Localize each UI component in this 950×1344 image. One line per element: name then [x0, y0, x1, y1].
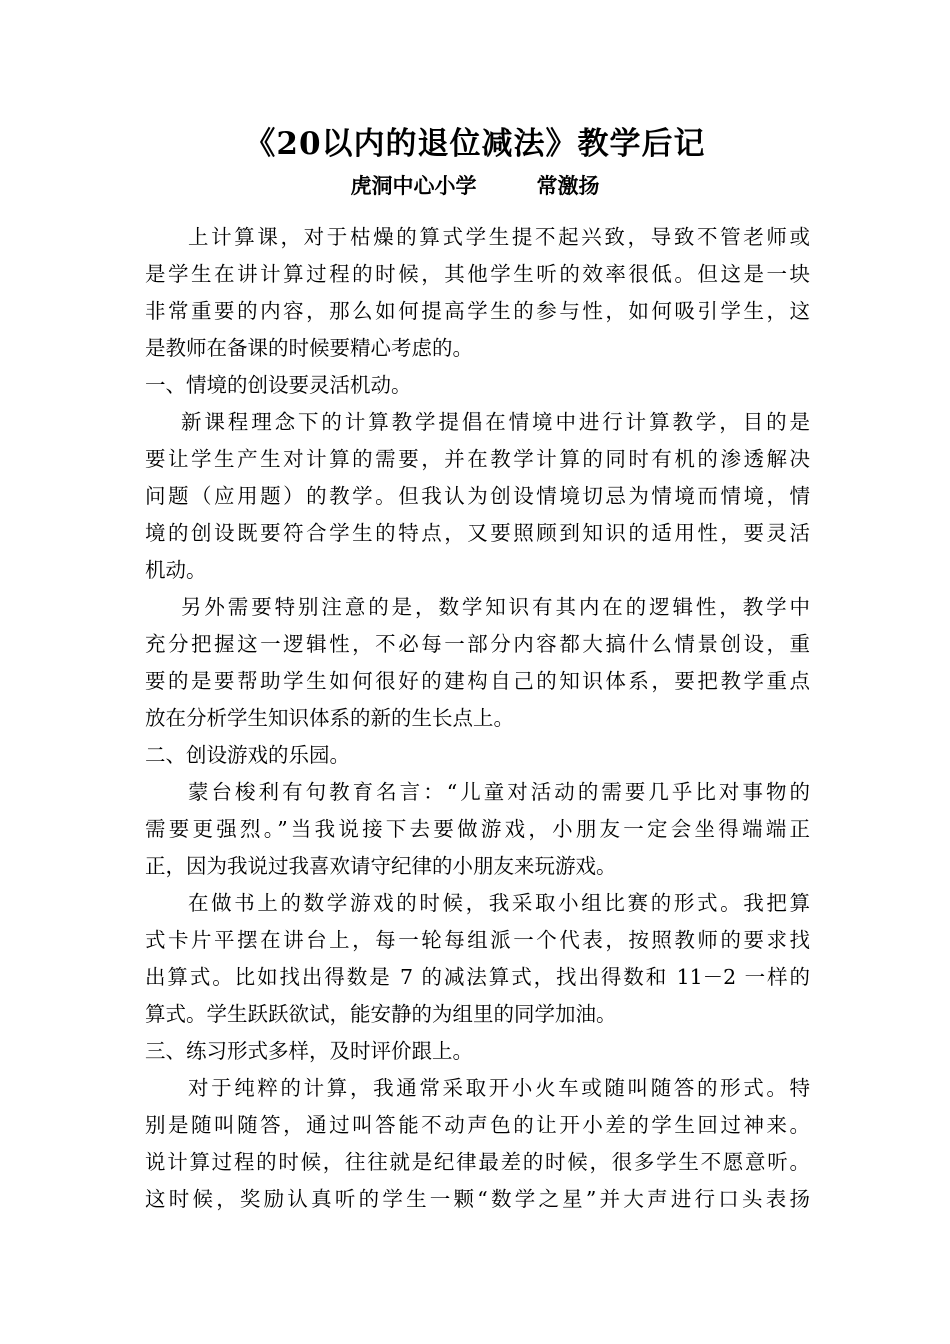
body-line: 境的创设既要符合学生的特点，又要照顾到知识的适用性，要灵活 — [145, 521, 810, 545]
body-line: 另外需要特别注意的是，数学知识有其内在的逻辑性，教学中 — [181, 595, 810, 619]
body-line: 放在分析学生知识体系的新的生长点上。 — [145, 706, 514, 730]
body-line: 充分把握这一逻辑性，不必每一部分内容都大搞什么情景创设，重 — [145, 632, 810, 656]
body-line: 蒙台梭利有句教育名言：“儿童对活动的需要几乎比对事物的 — [188, 780, 810, 804]
document-byline — [0, 168, 950, 204]
section-heading: 二、创设游戏的乐园。 — [145, 743, 350, 767]
body-line: 上计算课，对于枯燥的算式学生提不起兴致，导致不管老师或 — [188, 225, 810, 249]
body-line: 对于纯粹的计算，我通常采取开小火车或随叫随答的形式。特 — [188, 1076, 810, 1100]
body-line: 要的是要帮助学生如何很好的建构自己的知识体系，要把教学重点 — [145, 669, 810, 693]
body-line: 要让学生产生对计算的需要，并在教学计算的同时有机的渗透解决 — [145, 447, 810, 471]
document-title: 《20以内的退位减法》教学后记 — [244, 126, 706, 162]
body-line: 算式。学生跃跃欲试，能安静的为组里的同学加油。 — [145, 1002, 617, 1026]
body-line: 机动。 — [145, 558, 207, 582]
body-line: 问题（应用题）的教学。但我认为创设情境切忌为情境而情境，情 — [145, 484, 810, 508]
body-line: 需要更强烈。”当我说接下去要做游戏，小朋友一定会坐得端端正 — [145, 817, 810, 841]
body-line: 在做书上的数学游戏的时候，我采取小组比赛的形式。我把算 — [188, 891, 810, 915]
body-line: 是学生在讲计算过程的时候，其他学生听的效率很低。但这是一块 — [145, 262, 810, 286]
author-school: 虎洞中心小学 — [350, 173, 477, 198]
section-heading: 三、练习形式多样，及时评价跟上。 — [145, 1039, 473, 1063]
body-line: 出算式。比如找出得数是 7 的减法算式，找出得数和 11－2 一样的 — [145, 965, 810, 989]
body-line: 式卡片平摆在讲台上，每一轮每组派一个代表，按照教师的要求找 — [145, 928, 810, 952]
body-line: 别是随叫随答，通过叫答能不动声色的让开小差的学生回过神来。 — [145, 1113, 810, 1137]
section-heading: 一、情境的创设要灵活机动。 — [145, 373, 412, 397]
body-line: 正，因为我说过我喜欢请守纪律的小朋友来玩游戏。 — [145, 854, 617, 878]
document-body — [145, 219, 810, 1218]
body-line: 这时候，奖励认真听的学生一颗“数学之星”并大声进行口头表扬 — [145, 1187, 810, 1211]
body-line: 是教师在备课的时候要精心考虑的。 — [145, 336, 473, 360]
body-line: 说计算过程的时候，往往就是纪律最差的时候，很多学生不愿意听。 — [145, 1150, 810, 1174]
body-line: 非常重要的内容，那么如何提高学生的参与性，如何吸引学生，这 — [145, 299, 810, 323]
author-name: 常激扬 — [536, 173, 600, 198]
body-line: 新课程理念下的计算教学提倡在情境中进行计算教学，目的是 — [181, 410, 810, 434]
